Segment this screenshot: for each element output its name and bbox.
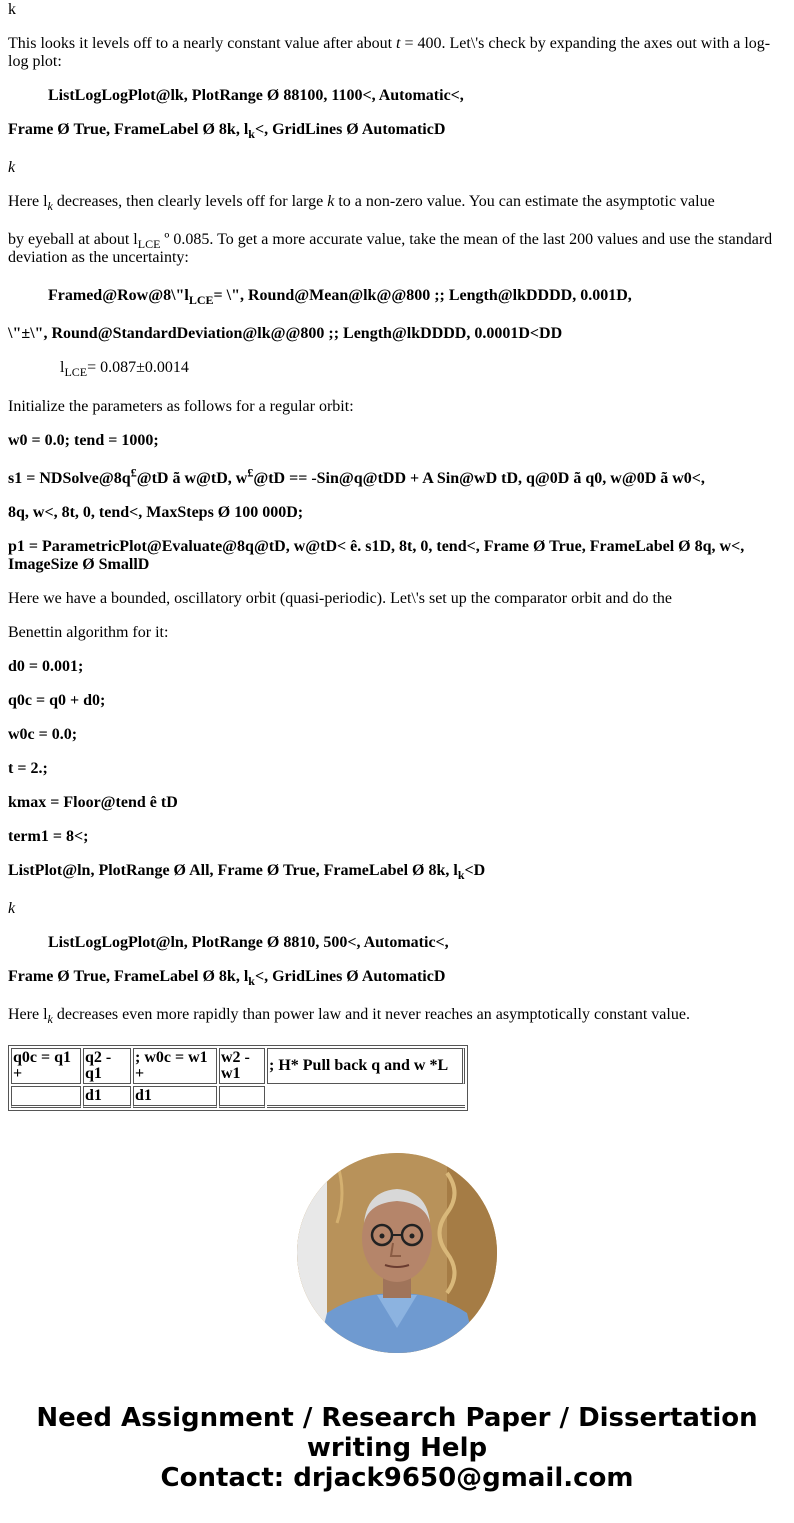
code-loglog-3: ListLogLogPlot@ln, PlotRange Ø 8810, 500<, Automatic<, (48, 934, 449, 951)
paragraph-levels-off: This looks it levels off to a nearly constant value after about t = 400. Let\'s check by expanding the axes out with a log-log plot: (8, 35, 771, 70)
table-cell (219, 1086, 265, 1108)
footer-line: Need Assignment / Research Paper / Dissertation (36, 1403, 758, 1433)
code-kmax: kmax = Floor@tend ê tD (8, 794, 178, 811)
table-cell (11, 1086, 81, 1108)
axis-label-k: k (8, 159, 16, 176)
table-cell: q0c = q1 + (11, 1048, 81, 1084)
footer-contact-email: Contact: drjack9650@gmail.com (160, 1463, 634, 1493)
code-q0c: q0c = q0 + d0; (8, 692, 106, 709)
table-cell: d1 (83, 1086, 131, 1108)
code-loglog-2: Frame Ø True, FrameLabel Ø 8k, $l_k<$, GridLines Ø AutomaticD (8, 121, 446, 142)
code-ndsolve-2: 8q, w<, 8t, 0, tend<, MaxSteps Ø 100 000D; (8, 504, 304, 521)
code-t: t = 2.; (8, 760, 48, 777)
paragraph-initialize: Initialize the parameters as follows for a regular orbit: (8, 398, 354, 415)
code-loglog-4: Frame Ø True, FrameLabel Ø 8k, $l_k<$, GridLines Ø AutomaticD (8, 968, 446, 989)
code-table (8, 1045, 468, 1111)
table-cell: d1 (133, 1086, 217, 1108)
avatar (297, 1153, 497, 1353)
paragraph-power-law: Here $l_k$ decreases even more rapidly than power law and it never reaches an asymptotically constant value. (8, 1006, 690, 1027)
table-cell (267, 1086, 465, 1108)
paragraph-benettin: Benettin algorithm for it: (8, 624, 169, 641)
table-row (11, 1048, 465, 1084)
code-ndsolve-1: s1 = NDSolve@8q£@tD ã w@tD, w£@tD == -Sin@q@tDD + A Sin@wD tD, q@0D ã q0, w@0D ã w0<, (8, 465, 705, 487)
code-w0c: w0c = 0.0; (8, 726, 78, 743)
code-term1: term1 = 8<; (8, 828, 89, 845)
table-cell: ; w0c = w1 + (133, 1048, 217, 1084)
table-cell: q2 - q1 (83, 1048, 131, 1084)
footer-contact (0, 1403, 794, 1493)
result-lce: $l_{LCE}= 0.087\pm 0.0014$ (60, 359, 189, 380)
axis-label-k: k (8, 1, 16, 18)
paragraph-eyeball: by eyeball at about $l_{LCE}$ º 0.085. To get a more accurate value, take the mean of the last 200 values and use the standard deviation as the uncertainty: (8, 231, 773, 266)
code-framed-2: \"±\", Round@StandardDeviation@lk@@800 ;; Length@lkDDDD, 0.0001D<DD (8, 325, 563, 342)
person-photo-icon (297, 1153, 497, 1353)
paragraph-bounded: Here we have a bounded, oscillatory orbit (quasi-periodic). Let\'s set up the comparator orbit and do the (8, 590, 672, 607)
footer-line: writing Help (306, 1433, 488, 1463)
code-framed-1: $Framed@Row@8\backslash"l_{LCE}=$ \", Round@Mean@lk@@800 ;; Length@lkDDDD, 0.001D, (48, 287, 632, 308)
code-params: w0 = 0.0; tend = 1000; (8, 432, 159, 449)
axis-label-k: k (8, 900, 16, 917)
code-d0: d0 = 0.001; (8, 658, 84, 675)
code-listplot: ListPlot@ln, PlotRange Ø All, Frame Ø True, FrameLabel Ø 8k, $l_k<D$ (8, 862, 486, 883)
code-loglog-1: ListLogLogPlot@lk, PlotRange Ø 88100, 1100<, Automatic<, (48, 87, 464, 104)
table-cell: ; H* Pull back q and w *L (267, 1048, 465, 1084)
table-cell: w2 - w1 (219, 1048, 265, 1084)
code-parametricplot: p1 = ParametricPlot@Evaluate@8q@tD, w@tD< ê. s1D, 8t, 0, tend<, Frame Ø True, FrameLabel Ø 8q, w<, ImageSize Ø SmallD (8, 538, 745, 573)
paragraph-decreases: Here $l_k$ decreases, then clearly levels off for large k to a non-zero value. You can estimate the asymptotic value (8, 193, 715, 214)
table-row (11, 1086, 465, 1108)
